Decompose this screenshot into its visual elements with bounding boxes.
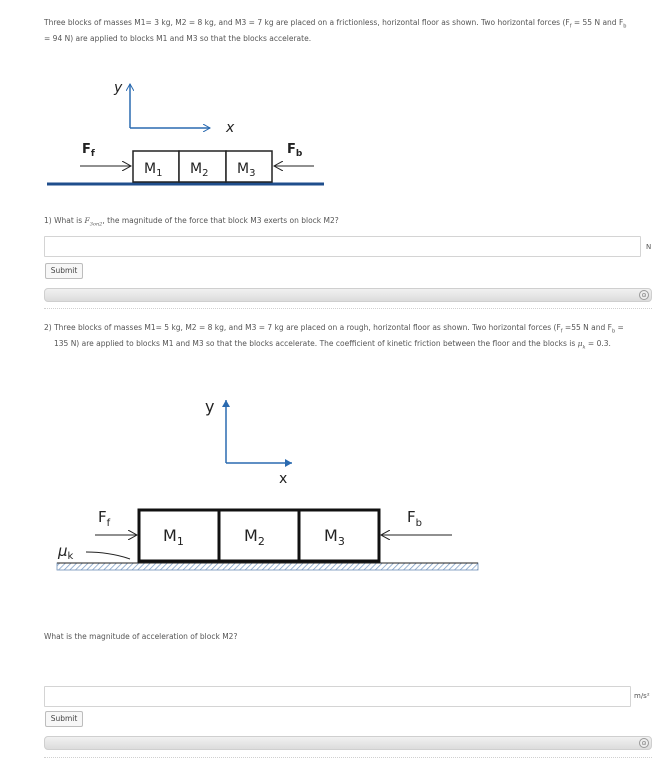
problem2-submit-button[interactable]: Submit bbox=[45, 711, 83, 727]
block-m2-label: $M_2$ bbox=[244, 526, 265, 548]
y-axis-label: y bbox=[205, 397, 215, 416]
fb-label: $F_b$ bbox=[287, 142, 303, 159]
block-m1-label: $M_1$ bbox=[163, 526, 184, 548]
problem1-submit-button[interactable]: Submit bbox=[45, 263, 83, 279]
block-m3-label: $M_3$ bbox=[324, 526, 345, 548]
block-m1-label: $M_1$ bbox=[144, 161, 163, 179]
ff-label: $F_f$ bbox=[82, 142, 95, 159]
separator bbox=[44, 757, 652, 758]
mu-pointer bbox=[86, 552, 130, 559]
block-m3-label: $M_3$ bbox=[237, 161, 256, 179]
ff-label: $F_f$ bbox=[98, 508, 111, 529]
problem2-statement: 2) Three blocks of masses M1= 5 kg, M2 = 8 kg, and M3 = 7 kg are placed on a rough, horizontal floor as shown. Two horizontal forces ($F_f =55$ N and $F_b$ = 135 N) are applied to blocks M1 and M3 so that the blocks accelerate. The coefficient of kinetic friction between the floor and the blocks is $\mu_k = 0.3$. bbox=[44, 323, 624, 350]
problem2-expand-icon[interactable]: ⊙ bbox=[639, 738, 649, 748]
mu-k-label: $\mu_k$ bbox=[58, 542, 74, 562]
x-axis-label: x bbox=[279, 471, 288, 487]
problem2-answer-input[interactable] bbox=[44, 686, 631, 707]
problem1-unit: N bbox=[646, 243, 652, 251]
problem2-question: What is the magnitude of acceleration of block M2? bbox=[44, 632, 238, 641]
block-m2-label: $M_2$ bbox=[190, 161, 209, 179]
fb-label: $F_b$ bbox=[407, 508, 422, 529]
problem1-expand-icon[interactable]: ⊙ bbox=[639, 290, 649, 300]
x-axis-label: x bbox=[226, 120, 235, 136]
problem2-feedback-bar[interactable] bbox=[44, 736, 652, 750]
problem2-unit: m/s² bbox=[634, 692, 650, 700]
y-axis-label: y bbox=[114, 80, 123, 96]
problem1-statement: Three blocks of masses M1= 3 kg, M2 = 8 kg, and M3 = 7 kg are placed on a frictionless, horizontal floor as shown. Two horizontal forces ($F_f = 55$ N and $F_b$ = 94 N) are applied to blocks M1 and M3 so that the blocks accelerate. bbox=[44, 18, 627, 43]
problem1-question: 1) What is $F_{3on2}$, the magnitude of the force that block M3 exerts on block M2? bbox=[44, 216, 339, 228]
floor-hatched bbox=[57, 563, 478, 570]
